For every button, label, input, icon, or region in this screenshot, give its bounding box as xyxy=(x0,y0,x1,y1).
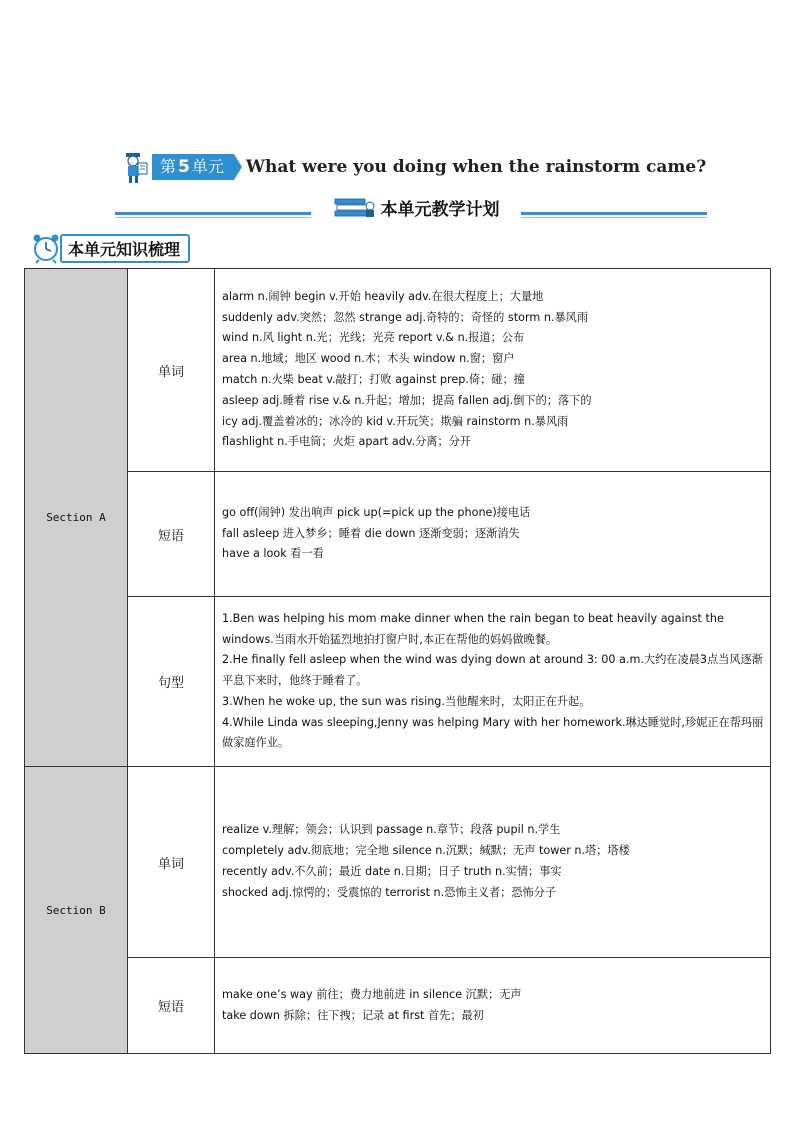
table-row xyxy=(25,767,771,958)
content-line: icy adj.覆盖着冰的；冰冷的 kid v.开玩笑；欺骗 rainstorm n.暴风雨 xyxy=(222,414,569,428)
content-line: shocked adj.惊愕的；受震惊的 terrorist n.恐怖主义者；恐怖分子 xyxy=(222,885,557,899)
unit-title: What were you doing when the rainstorm came? xyxy=(245,157,707,177)
content-line: completely adv.彻底地；完全地 silence n.沉默；缄默；无声 tower n.塔；塔楼 xyxy=(222,844,630,858)
content-line: alarm n.闹钟 begin v.开始 heavily adv.在很大程度上；大量地 xyxy=(222,289,544,303)
content-line: wind n.风 light n.光；光线；光亮 report v.& n.报道；公布 xyxy=(222,331,525,345)
content-cell xyxy=(215,472,771,597)
student-mascot-icon xyxy=(122,150,150,184)
content-cell xyxy=(215,597,771,767)
category-label: 短语 xyxy=(128,472,215,597)
content-line: area n.地域；地区 wood n.木；木头 window n.窗；窗户 xyxy=(222,352,515,366)
section-label: Section B xyxy=(25,767,128,1054)
content-cell xyxy=(215,958,771,1054)
knowledge-title: 本单元知识梳理 xyxy=(60,234,190,263)
table-row xyxy=(25,269,771,472)
teaching-plan-title: 本单元教学计划 xyxy=(380,199,500,220)
content-cell xyxy=(215,269,771,472)
section-label: Section A xyxy=(25,269,128,767)
unit-badge: 第 5 单元 xyxy=(152,154,234,180)
books-icon xyxy=(333,196,375,218)
content-line: have a look 看一看 xyxy=(222,547,324,561)
content-line: 4.While Linda was sleeping,Jenny was helping Mary with her homework.琳达睡觉时,珍妮正在帮玛丽做家庭作业。 xyxy=(222,715,764,750)
teaching-plan-banner xyxy=(115,192,707,222)
category-label: 单词 xyxy=(128,269,215,472)
table-row xyxy=(25,472,771,597)
alarm-clock-icon xyxy=(30,232,64,264)
category-label: 短语 xyxy=(128,958,215,1054)
category-label: 单词 xyxy=(128,767,215,958)
content-line: go off(闹钟) 发出响声 pick up(=pick up the phone)接电话 xyxy=(222,505,531,519)
content-line: 2.He finally fell asleep when the wind was dying down at around 3: 00 a.m.大约在凌晨3点当风逐渐平息下来时，他终于睡着了。 xyxy=(222,653,763,688)
content-line: asleep adj.睡着 rise v.& n.升起；增加；提高 fallen adj.倒下的；落下的 xyxy=(222,393,592,407)
content-line: suddenly adv.突然；忽然 strange adj.奇特的；奇怪的 storm n.暴风雨 xyxy=(222,310,589,324)
knowledge-label xyxy=(30,232,190,264)
content-line: 3.When he woke up, the sun was rising.当他醒来时，太阳正在升起。 xyxy=(222,694,591,708)
content-line: fall asleep 进入梦乡；睡着 die down 逐渐变弱；逐渐消失 xyxy=(222,526,520,540)
content-line: make one’s way 前往；费力地前进 in silence 沉默；无声 xyxy=(222,987,522,1001)
content-line: realize v.理解；领会；认识到 passage n.章节；段落 pupil n.学生 xyxy=(222,823,561,837)
knowledge-table xyxy=(24,268,771,1054)
content-line: flashlight n.手电筒；火炬 apart adv.分离；分开 xyxy=(222,435,472,449)
content-line: 1.Ben was helping his mom make dinner when the rain began to beat heavily against the windows.当雨水开始猛烈地拍打窗户时,本正在帮他的妈妈做晚餐。 xyxy=(222,611,724,646)
table-row xyxy=(25,958,771,1054)
table-row xyxy=(25,597,771,767)
category-label: 句型 xyxy=(128,597,215,767)
content-line: match n.火柴 beat v.敲打；打败 against prep.倚；碰；撞 xyxy=(222,373,525,386)
content-line: recently adv.不久前；最近 date n.日期；日子 truth n.实情；事实 xyxy=(222,865,562,878)
content-line: take down 拆除；往下拽；记录 at first 首先；最初 xyxy=(222,1008,484,1022)
unit-header xyxy=(122,150,706,184)
content-cell xyxy=(215,767,771,958)
